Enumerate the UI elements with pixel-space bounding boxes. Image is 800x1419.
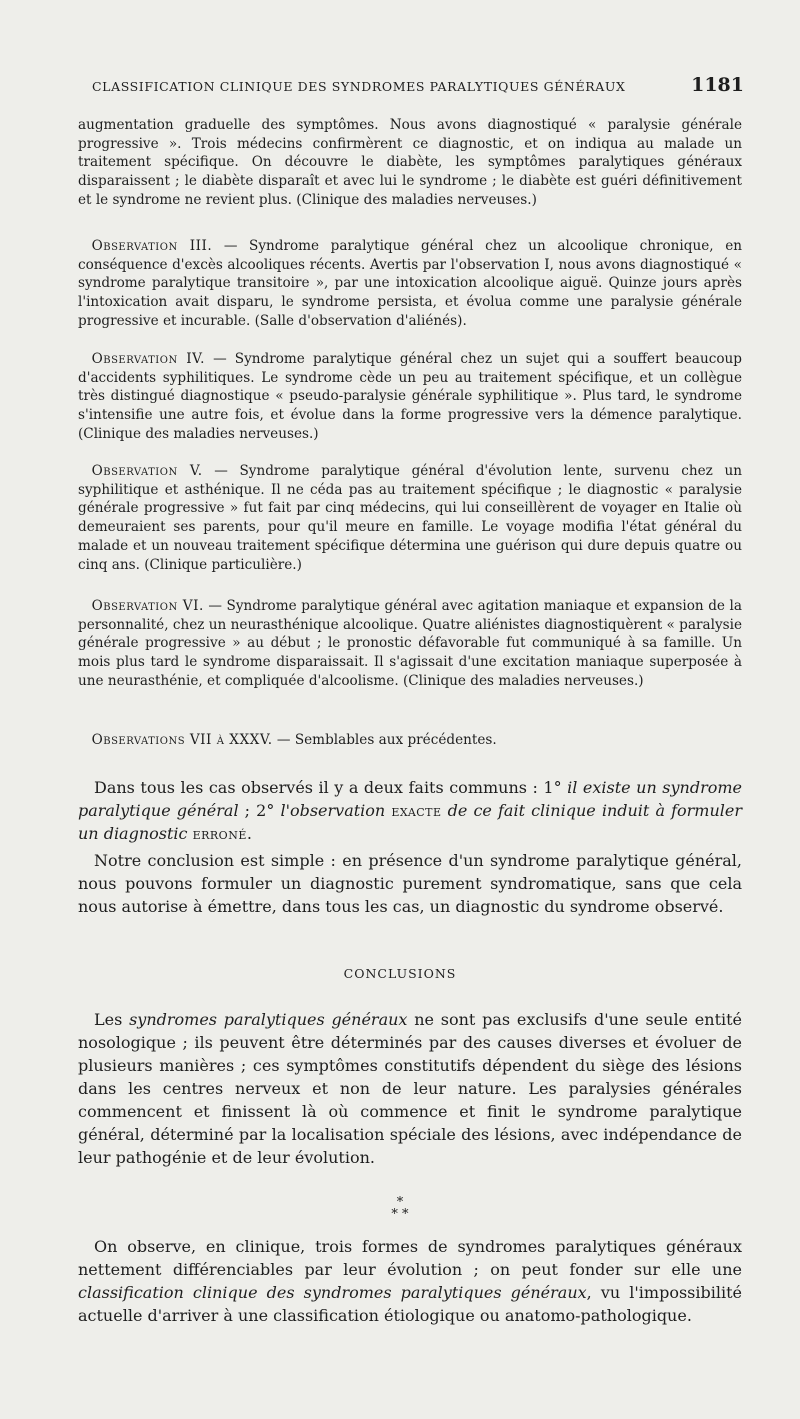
observation-label: Observation V. <box>91 463 203 479</box>
small-caps-text: erroné <box>192 824 247 843</box>
paragraph-observation-6 <box>78 597 742 691</box>
text-run: ; 2° <box>238 801 281 820</box>
running-title: CLASSIFICATION CLINIQUE DES SYNDROMES PARALYTIQUES GÉNÉRAUX <box>92 79 626 94</box>
observation-label: Observation III. <box>91 238 213 254</box>
observation-text: — Syndrome paralytique général chez un alcoolique chronique, en conséquence d'excès alcooliques récents. Avertis par l'observation I, nous avons diagnostiqué « syndrome paralytique transitoire », par une intoxication alcoolique aiguë. Quinze jours après l'intoxication avait disparu, le syndrome persista, et évolua comme une paralysie générale progressive et incurable. (Salle d'observation d'aliénés). <box>78 238 742 329</box>
text-run: On observe, en clinique, trois formes de syndromes paralytiques généraux nettement différenciables par leur évolution ; on peut fonder sur elle une <box>78 1237 742 1279</box>
paragraph-common-facts <box>78 776 742 845</box>
observation-text: — Syndrome paralytique général chez un sujet qui a souffert beaucoup d'accidents syphilitiques. Le syndrome cède un peu au traitement spécifique, et un collègue très distingué diagnostique « pseudo-paralysie générale syphilitique ». Plus tard, le syndrome s'intensifie une autre fois, et évolue dans la forme progressive vers la démence paralytique. (Clinique des maladies nerveuses.) <box>78 351 742 442</box>
page-header <box>92 74 744 96</box>
paragraph-observation-4 <box>78 350 742 444</box>
text-run: Dans tous les cas observés il y a deux faits communs : 1° <box>94 778 568 797</box>
observation-label: Observation IV. <box>91 351 205 367</box>
observation-text: — Semblables aux précédentes. <box>272 732 497 748</box>
text-run: Les <box>94 1010 130 1029</box>
asterism <box>0 1197 800 1221</box>
paragraph-observation-continuation: augmentation graduelle des symptômes. Nous avons diagnostiqué « paralysie générale progressive ». Trois médecins confirmèrent ce diagnostic, et on indiqua au malade un traitement spécifique. On découvre le diabète, les symptômes paralytiques généraux disparaissent ; le diabète disparaît et avec lui le syndrome ; le diabète est guéri définitivement et le syndrome ne revient plus. (Clinique des maladies nerveuses.) <box>78 117 742 208</box>
emphasis-text: de ce fait clinique induit à formuler un diagnostic <box>78 801 742 843</box>
page-number: 1181 <box>691 74 744 96</box>
paragraph-observation-3 <box>78 237 742 331</box>
small-caps-text: exacte <box>391 801 442 820</box>
paragraph-observation-5 <box>78 462 742 574</box>
text-run: Notre conclusion est simple : en présence d'un syndrome paralytique général, nous pouvons formuler un diagnostic purement syndromatique, sans que cela nous autorise à émettre, dans tous les cas, un diagnostic du syndrome observé. <box>78 851 742 916</box>
paragraph-our-conclusion <box>78 849 742 918</box>
text-run: , vu l'impossibilité actuelle d'arriver à une classification étiologique ou anatomo-pathologique. <box>78 1283 743 1325</box>
observation-label: Observation VI. <box>91 598 204 614</box>
observation-text: — Syndrome paralytique général d'évolution lente, survenu chez un syphilitique et asthénique. Il ne céda pas au traitement spécifique ; le diagnostic « paralysie générale progressive » fut fait par cinq médecins, qui lui conseillèrent de voyager en Italie où demeuraient ses parents, pour qu'il meure en famille. Le voyage modifia l'état général du malade et un nouveau traitement spécifique détermina une guérison qui dure depuis quatre ou cinq ans. (Clinique particulière.) <box>78 463 742 573</box>
text-run: ne sont pas exclusifs d'une seule entité nosologique ; ils peuvent être déterminés par des causes diverses et évoluer de plusieurs manières ; ces symptômes constitutifs dépendent du siège des lésions dans les centres nerveux et non de leur nature. Les paralysies générales commencent et finissent là où commence et finit le syndrome paralytique général, déterminé par la localisation spéciale des lésions, avec indépendance de leur pathogénie et de leur évolution. <box>78 1010 743 1167</box>
paragraph-observations-7-35 <box>78 731 742 750</box>
observation-text: — Syndrome paralytique général avec agitation maniaque et expansion de la personnalité, chez un neurasthénique alcoolique. Quatre aliénistes diagnostiquèrent « paralysie générale progressive » au début ; le pronostic défavorable fut communiqué à sa famille. Un mois plus tard le syndrome disparaissait. Il s'agissait d'une excitation maniaque superposée à une neurasthénie, et compliquée d'alcoolisme. (Clinique des maladies nerveuses.) <box>78 598 742 689</box>
emphasis-text: syndromes paralytiques généraux <box>129 1010 408 1029</box>
text-run: . <box>246 824 252 843</box>
emphasis-text: il existe un syndrome paralytique général <box>78 778 743 820</box>
emphasis-text: classification clinique des syndromes paralytiques généraux <box>78 1283 587 1302</box>
section-heading-conclusions: CONCLUSIONS <box>343 966 457 981</box>
asterism-top: * <box>396 1195 404 1210</box>
paragraph-conclusion-2 <box>78 1235 742 1327</box>
emphasis-text: l'observation <box>280 801 392 820</box>
paragraph-conclusion-1 <box>78 1008 742 1169</box>
asterism-bottom: * * <box>391 1207 409 1222</box>
observation-label: Observations VII à XXXV. <box>91 732 273 748</box>
